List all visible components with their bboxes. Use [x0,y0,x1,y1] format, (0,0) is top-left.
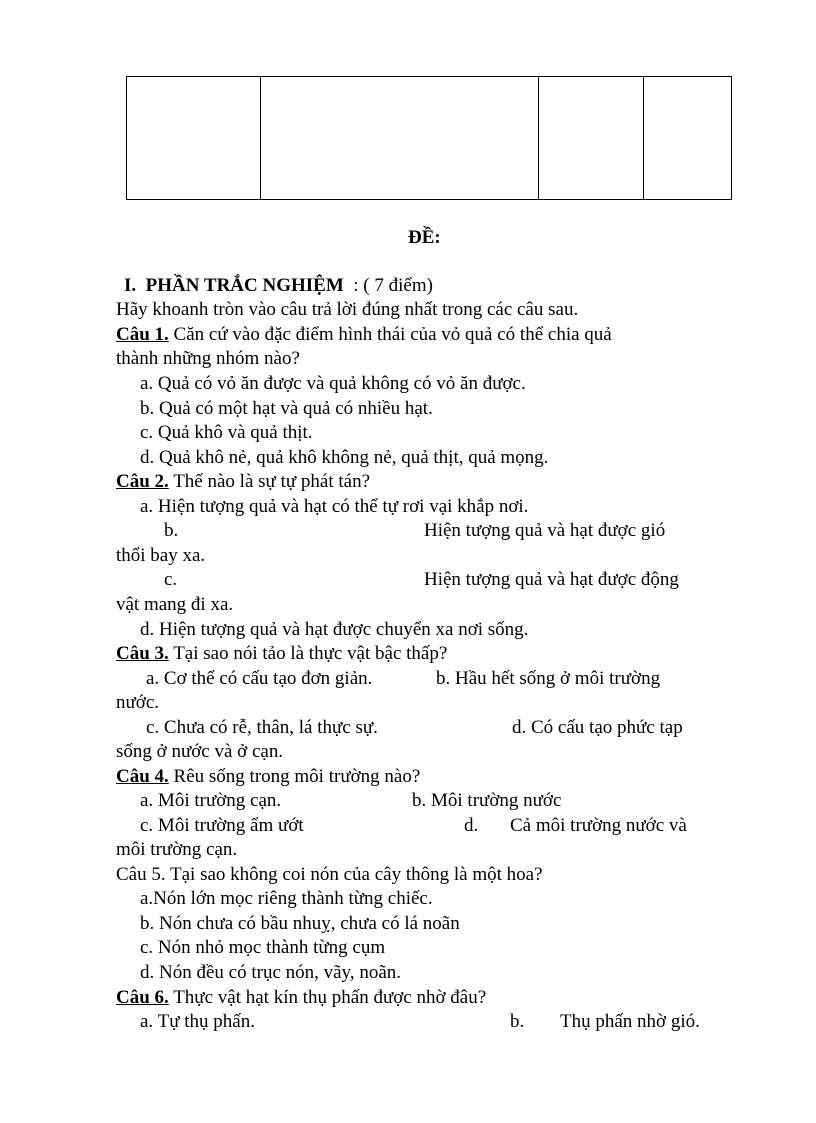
q3-option-d: d. Có cấu tạo phức tạp [512,717,683,738]
question-1-text-cont: thành những nhóm nào? [116,348,300,369]
q6-option-a: a. Tự thụ phấn. [140,1011,255,1032]
section-heading [124,274,433,298]
q1-option-d: d. Quả khô nẻ, quả khô không nẻ, quả thịt, quả mọng. [140,447,549,468]
exam-title: ĐỀ: [408,227,441,248]
q4-option-d: Cả môi trường nước và [510,815,687,836]
question-4 [116,765,420,789]
q2-option-a: a. Hiện tượng quả và hạt có thể tự rơi vại khắp nơi. [140,496,529,517]
section-title: PHẦN TRẮC NGHIỆM [145,275,344,296]
q5-option-d: d. Nón đều có trục nón, vãy, noãn. [140,962,402,983]
question-4-label: Câu 4. [116,766,169,787]
q4-option-d-cont: môi trường cạn. [116,839,238,860]
q5-option-c: c. Nón nhỏ mọc thành từng cụm [140,937,386,958]
question-2-label: Câu 2. [116,471,169,492]
q3-option-a: a. Cơ thể có cấu tạo đơn giản. [146,668,373,689]
q4-option-a: a. Môi trường cạn. [140,790,282,811]
question-5: Câu 5. Tại sao không coi nón của cây thông là một hoa? [116,864,543,885]
q4-option-b: b. Môi trường nước [412,790,562,811]
question-6 [116,986,486,1010]
q2-option-c-letter: c. [164,569,178,590]
q1-option-c: c. Quả khô và quả thịt. [140,422,313,443]
section-points: : ( 7 điểm) [353,275,433,296]
q2-option-b-cont: thổi bay xa. [116,545,206,566]
q1-option-b: b. Quả có một hạt và quả có nhiều hạt. [140,398,433,419]
section-number: I. [124,275,137,296]
q6-option-b-letter: b. [510,1011,525,1032]
instruction: Hãy khoanh tròn vào câu trả lời đúng nhất trong các câu sau. [116,299,579,320]
question-2 [116,470,370,494]
question-3-label: Câu 3. [116,643,169,664]
question-3 [116,642,447,666]
q3-option-b: b. Hầu hết sống ở môi trường [436,668,661,689]
question-1 [116,323,612,347]
q3-option-d-cont: sống ở nước và ở cạn. [116,741,284,762]
q2-option-c: Hiện tượng quả và hạt được động [424,569,679,590]
table-divider [643,77,644,199]
question-2-text: Thế nào là sự tự phát tán? [168,471,371,492]
q3-option-b-cont: nước. [116,692,160,713]
q4-option-d-letter: d. [464,815,479,836]
question-6-label: Câu 6. [116,987,169,1008]
question-4-text: Rêu sống trong môi trường nào? [168,766,421,787]
question-3-text: Tại sao nói tảo là thực vật bậc thấp? [168,643,448,664]
q3-option-c: c. Chưa có rễ, thân, lá thực sự. [146,717,378,738]
q6-option-b: Thụ phấn nhờ gió. [560,1011,700,1032]
q2-option-c-cont: vật mang đi xa. [116,594,234,615]
question-1-label: Câu 1. [116,324,169,345]
table-divider [260,77,261,199]
table-divider [538,77,539,199]
q2-option-b: Hiện tượng quả và hạt được gió [424,520,666,541]
question-1-text: Căn cứ vào đặc điểm hình thái của vỏ quả có thể chia quả [168,324,612,345]
q5-option-a: a.Nón lớn mọc riêng thành từng chiếc. [140,888,433,909]
question-6-text: Thực vật hạt kín thụ phấn được nhờ đâu? [168,987,487,1008]
q1-option-a: a. Quả có vỏ ăn được và quả không có vỏ ăn được. [140,373,526,394]
q2-option-b-letter: b. [164,520,179,541]
q5-option-b: b. Nón chưa có bầu nhuỵ, chưa có lá noãn [140,913,460,934]
q2-option-d: d. Hiện tượng quả và hạt được chuyển xa nơi sống. [140,619,529,640]
header-table [126,76,732,200]
q4-option-c: c. Môi trường ẩm ướt [140,815,304,836]
